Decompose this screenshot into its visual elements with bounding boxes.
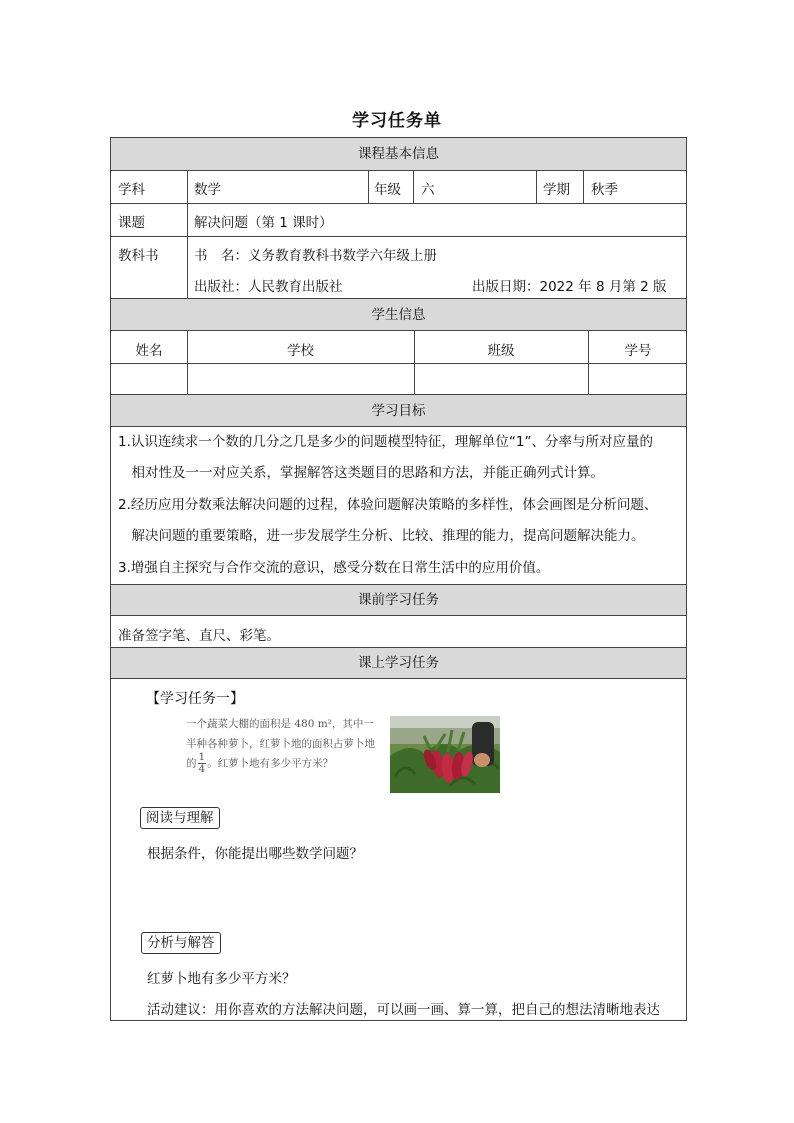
analyze-answer-label: 分析与解答 xyxy=(141,932,221,954)
textbook-pub-date: 出版日期：2022 年 8 月第 2 版 xyxy=(472,279,667,295)
grade-value: 六 xyxy=(421,182,435,198)
student-info-header: 学生信息 xyxy=(111,298,686,331)
task-sheet-table xyxy=(110,137,687,1021)
problem-line-3 xyxy=(186,752,333,775)
problem-line-2: 半种各种萝卜，红萝卜地的面积占萝卜地 xyxy=(186,738,375,750)
objective-line: 相对性及一一对应关系，掌握解答这类题目的思路和方法，并能正确列式计算。 xyxy=(118,465,604,481)
objective-line: 2.经历应用分数乘法解决问题的过程，体验问题解决策略的多样性，体会画图是分析问题、 xyxy=(118,497,658,513)
subject-label: 学科 xyxy=(118,182,145,198)
fraction-numerator: 1 xyxy=(198,751,206,763)
read-answer-area[interactable] xyxy=(147,864,677,924)
student-class-header: 班级 xyxy=(487,343,515,359)
student-school-input[interactable] xyxy=(188,363,414,394)
term-value: 秋季 xyxy=(591,182,618,198)
student-id-input[interactable] xyxy=(589,363,687,394)
in-class-header: 课上学习任务 xyxy=(111,647,686,679)
term-label: 学期 xyxy=(543,182,570,198)
objectives-header: 学习目标 xyxy=(111,394,686,427)
task-one-title: 【学习任务一】 xyxy=(146,691,244,707)
analyze-question: 红萝卜地有多少平方米？ xyxy=(147,971,296,987)
grade-label: 年级 xyxy=(374,182,401,198)
read-understand-label: 阅读与理解 xyxy=(140,807,220,829)
pre-class-header: 课前学习任务 xyxy=(111,584,686,616)
textbook-label: 教科书 xyxy=(118,248,159,264)
topic-value: 解决问题（第 1 课时） xyxy=(194,215,333,231)
student-class-input[interactable] xyxy=(415,363,588,394)
student-school-header: 学校 xyxy=(287,343,314,359)
objective-line: 1.认识连续求一个数的几分之几是多少的问题模型特征，理解单位“1”、分率与所对应量的 xyxy=(118,434,653,450)
problem-line-3-suffix: 。红萝卜地有多少平方米？ xyxy=(207,757,334,770)
objective-line: 解决问题的重要策略，进一步发展学生分析、比较、推理的能力，提高问题解决能力。 xyxy=(118,528,645,544)
problem-line-3-prefix: 的 xyxy=(186,757,197,770)
fraction-denominator: 4 xyxy=(198,763,206,775)
course-info-header: 课程基本信息 xyxy=(111,138,686,171)
problem-line-1: 一个蔬菜大棚的面积是 480 m²，其中一 xyxy=(186,718,374,730)
student-id-header: 学号 xyxy=(624,343,652,359)
radish-harvest-photo xyxy=(390,716,500,793)
student-name-input[interactable] xyxy=(111,363,187,394)
textbook-name: 书 名：义务教育教科书数学六年级上册 xyxy=(194,248,437,264)
read-question: 根据条件，你能提出哪些数学问题？ xyxy=(147,846,363,862)
pre-class-text: 准备签字笔、直尺、彩笔。 xyxy=(118,628,280,644)
student-name-header: 姓名 xyxy=(135,343,163,359)
topic-label: 课题 xyxy=(118,215,145,231)
subject-value: 数学 xyxy=(194,182,221,198)
objective-line: 3.增强自主探究与合作交流的意识，感受分数在日常生活中的应用价值。 xyxy=(118,560,550,576)
textbook-publisher: 出版社：人民教育出版社 xyxy=(194,279,343,295)
page-title: 学习任务单 xyxy=(352,111,442,131)
fraction xyxy=(198,752,207,775)
activity-suggestion: 活动建议：用你喜欢的方法解决问题，可以画一画、算一算，把自己的想法清晰地表达 xyxy=(147,1002,660,1018)
